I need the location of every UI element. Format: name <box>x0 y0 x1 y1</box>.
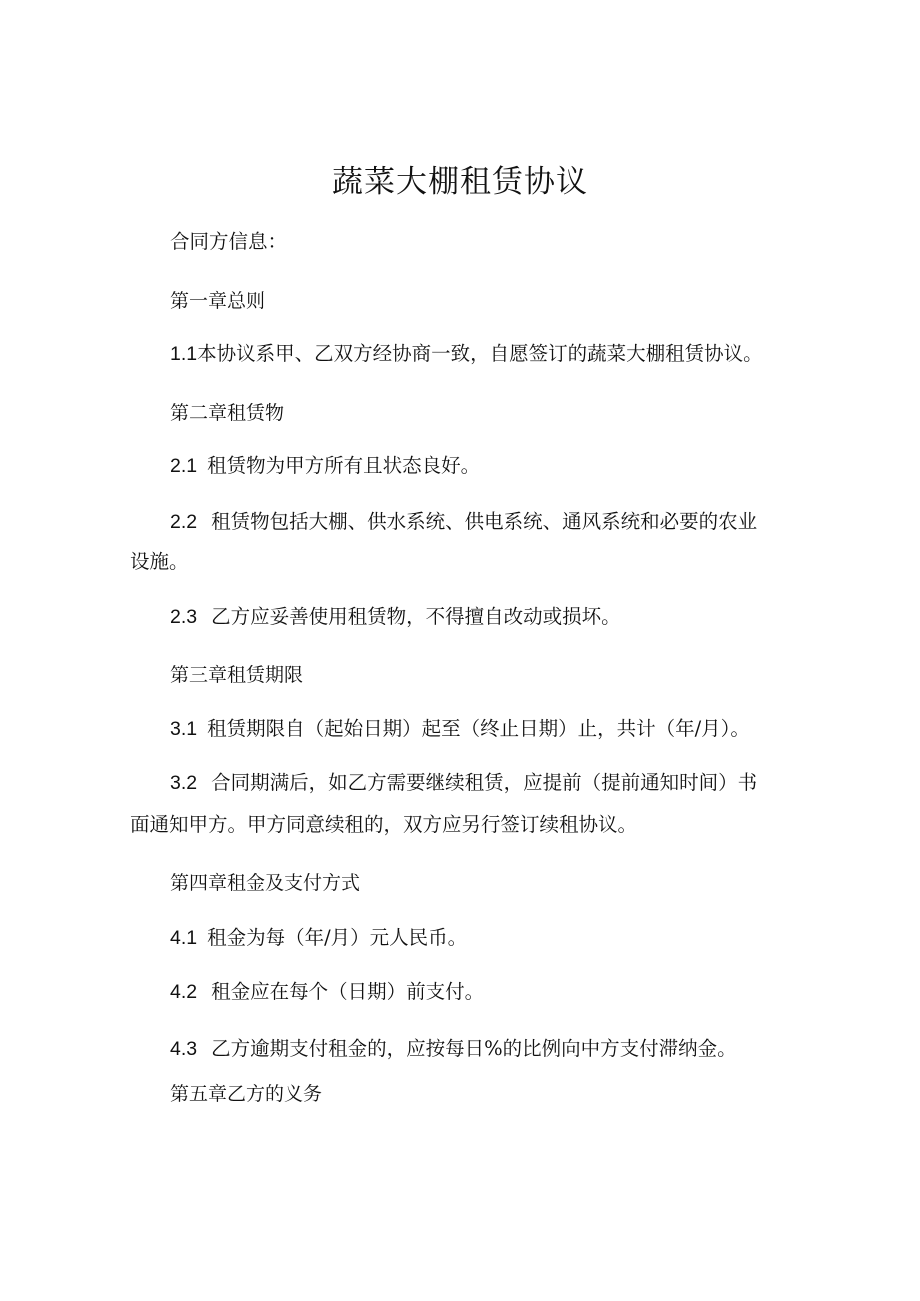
clause-text: 租金为每（年/月）元人民币。 <box>207 926 468 949</box>
clause-3-2-continued: 面通知甲方。甲方同意续租的，双方应另行签订续租协议。 <box>130 813 638 836</box>
clause-number: 2.3 <box>170 606 198 628</box>
clause-text: 租赁期限自（起始日期）起至（终止日期）止，共计（年/月）。 <box>207 717 750 740</box>
clause-2-2 <box>170 508 757 536</box>
chapter-5-heading: 第五章乙方的义务 <box>170 1083 323 1105</box>
clause-text: 乙方应妥善使用租赁物，不得擅自改动或损坏。 <box>211 605 621 628</box>
clause-number: 4.3 <box>170 1038 198 1060</box>
clause-text: 合同期满后，如乙方需要继续租赁，应提前（提前通知时间）书 <box>211 771 758 794</box>
document-title: 蔬菜大棚租赁协议 <box>332 164 588 200</box>
clause-number: 3.2 <box>170 772 198 794</box>
party-info-label: 合同方信息： <box>170 230 288 253</box>
clause-text: 租赁物包括大棚、供水系统、供电系统、通风系统和必要的农业 <box>211 510 758 533</box>
clause-number: 4.1 <box>170 927 198 949</box>
clause-number: 3.1 <box>170 718 198 740</box>
clause-number: 2.1 <box>170 455 198 477</box>
clause-4-2 <box>170 978 484 1006</box>
clause-2-2-continued: 设施。 <box>130 550 189 573</box>
clause-number: 2.2 <box>170 511 198 533</box>
clause-2-1 <box>170 452 480 480</box>
chapter-1-heading: 第一章总则 <box>170 290 266 312</box>
clause-text: 本协议系甲、乙双方经协商一致，自愿签订的蔬菜大棚租赁协议。 <box>197 342 763 365</box>
clause-4-3 <box>170 1035 737 1063</box>
clause-3-2 <box>170 769 757 797</box>
clause-2-3 <box>170 603 621 631</box>
chapter-4-heading: 第四章租金及支付方式 <box>170 872 361 894</box>
clause-3-1 <box>170 715 750 743</box>
chapter-3-heading: 第三章租赁期限 <box>170 664 304 686</box>
chapter-2-heading: 第二章租赁物 <box>170 402 285 424</box>
clause-number: 1.1 <box>170 343 198 365</box>
clause-1-1 <box>170 340 763 368</box>
clause-text: 乙方逾期支付租金的，应按每日%的比例向中方支付滞纳金。 <box>211 1037 737 1060</box>
clause-text: 租金应在每个（日期）前支付。 <box>211 980 485 1003</box>
clause-4-1 <box>170 924 467 952</box>
clause-text: 租赁物为甲方所有且状态良好。 <box>207 454 481 477</box>
clause-number: 4.2 <box>170 981 198 1003</box>
